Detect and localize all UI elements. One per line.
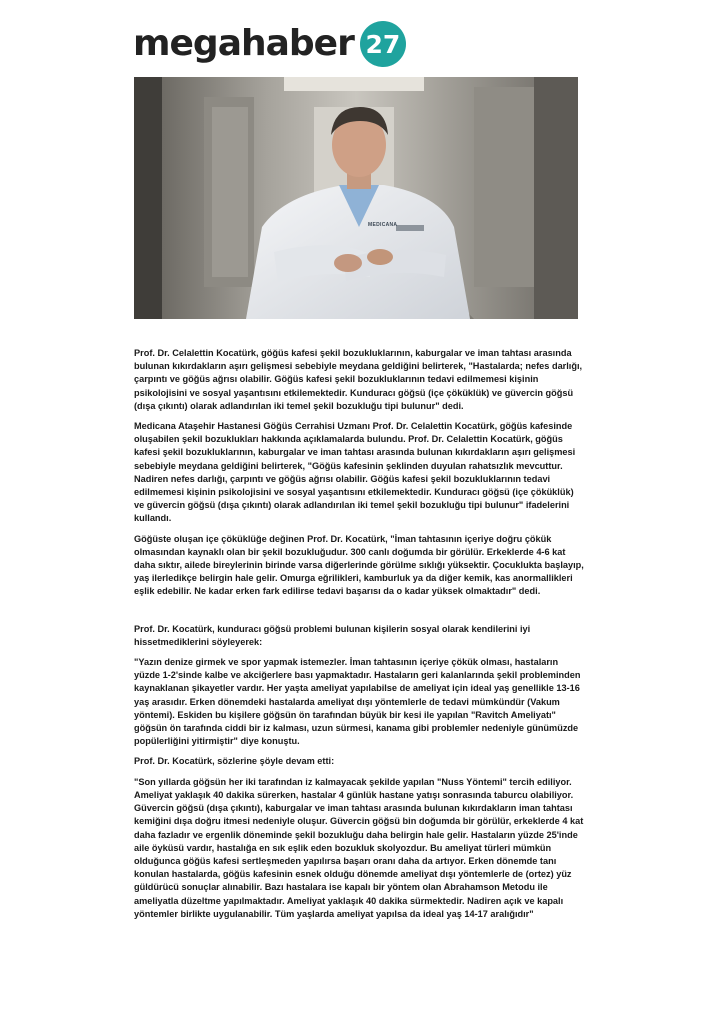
doctor-portrait-image <box>134 77 578 319</box>
coat-logo-text: MEDICANA <box>368 222 398 228</box>
article-paragraph-4: Prof. Dr. Kocatürk, kunduracı göğsü problemi bulunan kişilerin sosyal olarak kendilerini iyi hissetmediklerini söyleyerek: <box>134 623 531 647</box>
article-paragraph-5: "Yazın denize girmek ve spor yapmak istemezler. İman tahtasının içeriye çökük olması, hastaların yüzde 1-2'sinde kalbe ve akciğerlere bası yapmaktadır. Hastaların geri kalanlarında şekil probleminden kaynaklanan şikayetler vardır. Her yaşta ameliyat yapılabilse de ameliyat için ideal yaş genellikle 13-16 yaş arasıdır. Erken dönemdeki hastalarda ameliyat dışı yöntemlerle de tedavi mümkündür (Vakum yöntemi). Eskiden bu kişilere göğsün ön tarafından büyük bir kesi ile yapılan "Ravitch Ameliyatı" göğsün ön tarafında ciddi bir iz kalması, uzun sürmesi, kanama gibi problemler nedeniyle günümüzde popülerliğini yitirmiştir" diye konuştu. <box>134 657 581 747</box>
article-paragraph-6: Prof. Dr. Kocatürk, sözlerine şöyle devam etti: <box>134 756 335 767</box>
logo-wordmark: megahaber <box>133 23 354 64</box>
article-photo <box>134 77 578 319</box>
logo-number-badge: 27 <box>360 21 406 67</box>
article-paragraph-2: Medicana Ataşehir Hastanesi Göğüs Cerrahisi Uzmanı Prof. Dr. Celalettin Kocatürk, göğüs kafesinde oluşabilen şekil bozuklukları hakkında açıklamalarda bulundu. Prof. Dr. Celalettin Kocatürk, göğüs kafesi şekil bozukluklarının, kaburgalar ve iman tahtası arasında bulunan kıkırdakların aşırı gelişmesi sebebiyle meydana geldiğini belirterek, "Göğüs kafesinin şeklinden duyulan rahatsızlık mevcuttur. Nadiren nefes darlığı, çarpıntı ve göğüs ağrısı olabilir. Göğüs kafesi şekil bozukluklarının tedavi edilmemesi kişinin psikolojisini ve sosyal yaşantısını etkilemektedir. Kunduracı göğsü (içe çöküklük) ve güvercin göğsü (dışa çıkıntı) olarak adlandırılan iki temel şekil bozukluğu tipi bulunur" ifadelerini kullandı. <box>134 421 576 524</box>
site-logo[interactable] <box>133 20 406 68</box>
article-body <box>134 347 586 928</box>
article-paragraph-1: Prof. Dr. Celalettin Kocatürk, göğüs kafesi şekil bozukluklarının, kaburgalar ve iman tahtası arasında bulunan kıkırdakların aşırı gelişmesi sebebiyle meydana geldiğini belirterek, "Hastalarda; nefes darlığı, çarpıntı ve göğüs ağrısı olabilir. Göğüs kafesi şekil bozukluklarının tedavi edilmemesi kişinin psikolojisini ve sosyal yaşantısını etkilemektedir. Kunduracı göğsü (içe çöküklük) ve güvercin göğsü (dışa çıkıntı) olarak adlandırılan iki temel şekil bozukluğu tipi bulunur" dedi. <box>134 348 583 411</box>
article-paragraph-3: Göğüste oluşan içe çöküklüğe değinen Prof. Dr. Kocatürk, "İman tahtasının içeriye doğru çökük olmasından kaynaklı olan bir şekil bozukluğudur. 300 canlı doğumda bir görülür. Erkeklerde 4-6 kat daha sıktır, ailede bireylerinin birinde varsa diğerlerinde görülme sıklığı yüksektir. Çocuklukta başlayıp, yaş ilerledikçe belirgin hale gelir. Omurga eğrilikleri, kamburluk ya da diğer kemik, kas anormallikleri eşlik edebilir. Ne kadar erken fark edilirse tedavi başarısı da o kadar yüksek olmaktadır" dedi. <box>134 533 584 597</box>
article-paragraph-7: "Son yıllarda göğsün her iki tarafından iz kalmayacak şekilde yapılan "Nuss Yöntemi" tercih ediliyor. Ameliyat yaklaşık 40 dakika sürerken, hastalar 4 günlük hastane yatışı sonrasında taburcu olabiliyor. Güvercin göğsü (dışa çıkıntı), kaburgalar ve iman tahtası arasında bulunan kıkırdakların iman tahtası kemiğini dışa doğru itmesi nedeniyle oluşur. Güvercin göğsü bin doğumda bir görülür, erkeklerde 4 kat daha fazladır ve ergenlik döneminde şekil bozukluğu daha belirgin hale gelir. Hastaların yüzde 25'inde aile öyküsü vardır, hastalığa en sık eşlik eden bozukluk skolyozdur. Bu ameliyat türleri mümkün olduğunca göğüs kafesi sertleşmeden yapılırsa başarı oranı daha da artıyor. Erken dönemde tanı konulan hastalarda, göğüs kafesinin esnek olduğu dönemde ameliyat dışı yöntemlerle de (ortez) yüz güldürücü sonuçlar alınabilir. Bazı hastalara ise kapalı bir yöntem olan Abrahamson Metodu ile ameliyatla düzeltme yapılmaktadır. Ameliyat yaklaşık 40 dakika sürmektedir. Nadiren açık ve kapalı yöntemler birlikte uygulanabilir. Tüm yaşlarda ameliyat yapılsa da ideal yaş 14-17 aralığıdır" <box>134 776 584 919</box>
